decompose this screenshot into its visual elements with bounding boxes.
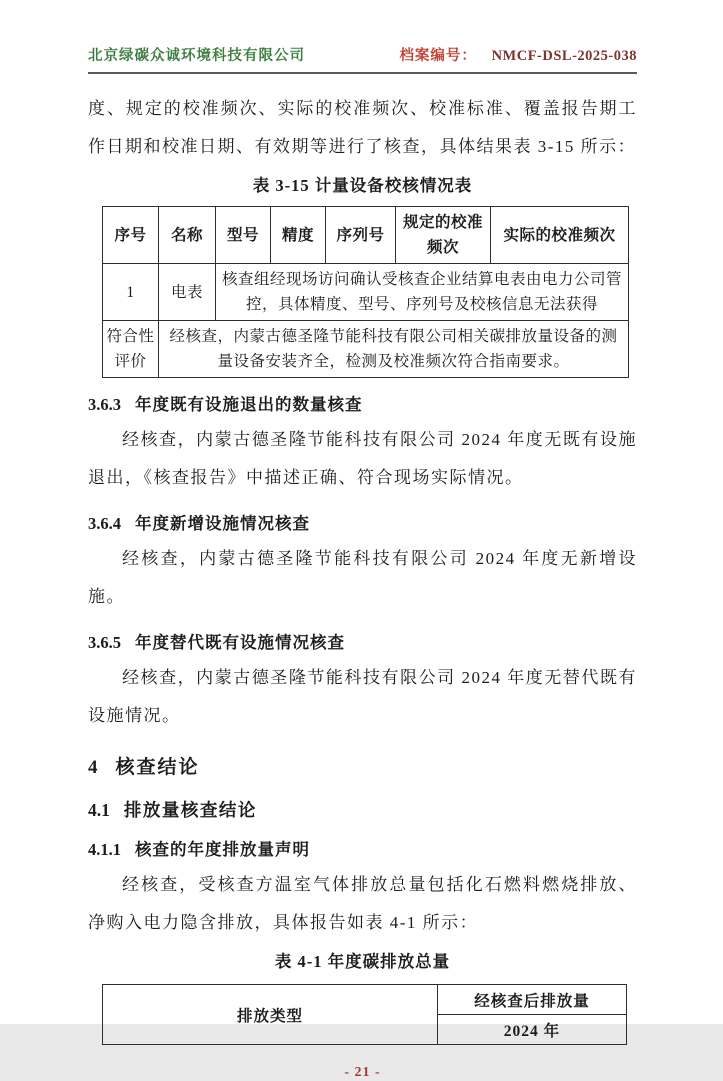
table-3-15-title: 表 3-15 计量设备校核情况表 xyxy=(252,176,473,195)
table-header-row xyxy=(103,207,629,264)
calibration-status-table xyxy=(102,206,629,378)
col-header-name: 名称 xyxy=(159,207,216,264)
heading-number: 4 xyxy=(88,757,98,778)
heading-title: 年度新增设施情况核查 xyxy=(135,514,310,533)
heading-number: 3.6.3 xyxy=(88,395,121,414)
heading-3-6-5 xyxy=(88,631,637,655)
table-row-conformity xyxy=(103,321,629,378)
heading-title: 年度替代既有设施情况核查 xyxy=(135,633,345,652)
cell-year: 2024 年 xyxy=(438,1015,627,1045)
heading-number: 4.1 xyxy=(88,800,110,820)
col-header-required-freq: 规定的校准频次 xyxy=(396,207,491,264)
page-header xyxy=(88,0,637,74)
col-header-seq: 序号 xyxy=(103,207,159,264)
annual-emission-table xyxy=(102,984,627,1045)
heading-title: 年度既有设施退出的数量核查 xyxy=(135,395,363,414)
cell-meter-detail: 核查组经现场访问确认受核查企业结算电表由电力公司管控，具体精度、型号、序列号及校核信息无法获得 xyxy=(216,264,629,321)
heading-title: 排放量核查结论 xyxy=(123,800,257,820)
col-header-serial: 序列号 xyxy=(326,207,396,264)
col-header-actual-freq: 实际的校准频次 xyxy=(491,207,629,264)
heading-3-6-4 xyxy=(88,512,637,536)
table-row-meter xyxy=(103,264,629,321)
col-header-precision: 精度 xyxy=(271,207,326,264)
heading-title: 核查结论 xyxy=(115,757,200,778)
table-4-1-title: 表 4-1 年度碳排放总量 xyxy=(274,952,451,971)
cell-verified-emission-header: 经核查后排放量 xyxy=(438,985,627,1015)
paragraph-3-6-4: 经核查，内蒙古德圣隆节能科技有限公司 2024 年度无新增设施。 xyxy=(88,549,637,606)
cell-device-name: 电表 xyxy=(159,264,216,321)
paragraph-4-1-1: 经核查，受核查方温室气体排放总量包括化石燃料燃烧排放、净购入电力隐含排放，具体报告如表 4-1 所示： xyxy=(88,875,637,932)
archive-number-group xyxy=(399,44,637,65)
heading-3-6-3 xyxy=(88,393,637,417)
heading-number: 3.6.5 xyxy=(88,633,121,652)
cell-conformity-label: 符合性评价 xyxy=(103,321,159,378)
archive-number-value: NMCF-DSL-2025-038 xyxy=(491,48,637,64)
header-company-name: 北京绿碳众诚环境科技有限公司 xyxy=(88,48,305,64)
paragraph-3-6-3: 经核查，内蒙古德圣隆节能科技有限公司 2024 年度无既有设施退出，《核查报告》中描述正确、符合现场实际情况。 xyxy=(88,430,637,487)
intro-paragraph: 度、规定的校准频次、实际的校准频次、校准标准、覆盖报告期工作日期和校准日期、有效期等进行了核查，具体结果表 3-15 所示： xyxy=(88,99,637,156)
heading-4-1 xyxy=(88,797,637,823)
col-header-model: 型号 xyxy=(216,207,271,264)
document-body xyxy=(0,90,723,1081)
cell-conformity-detail: 经核查，内蒙古德圣隆节能科技有限公司相关碳排放量设备的测量设备安装齐全，检测及校准频次符合指南要求。 xyxy=(159,321,629,378)
paragraph-3-6-5: 经核查，内蒙古德圣隆节能科技有限公司 2024 年度无替代既有设施情况。 xyxy=(88,668,637,725)
heading-4 xyxy=(88,753,637,783)
heading-number: 3.6.4 xyxy=(88,514,121,533)
heading-number: 4.1.1 xyxy=(88,840,121,859)
heading-4-1-1 xyxy=(88,838,637,862)
table-row xyxy=(103,985,627,1015)
heading-title: 核查的年度排放量声明 xyxy=(135,840,310,859)
archive-number-label: 档案编号： xyxy=(399,48,477,64)
page-footer xyxy=(88,1065,637,1081)
cell-seq: 1 xyxy=(103,264,159,321)
page-number: - 21 - xyxy=(344,1065,381,1080)
cell-emission-type-header: 排放类型 xyxy=(103,985,438,1045)
